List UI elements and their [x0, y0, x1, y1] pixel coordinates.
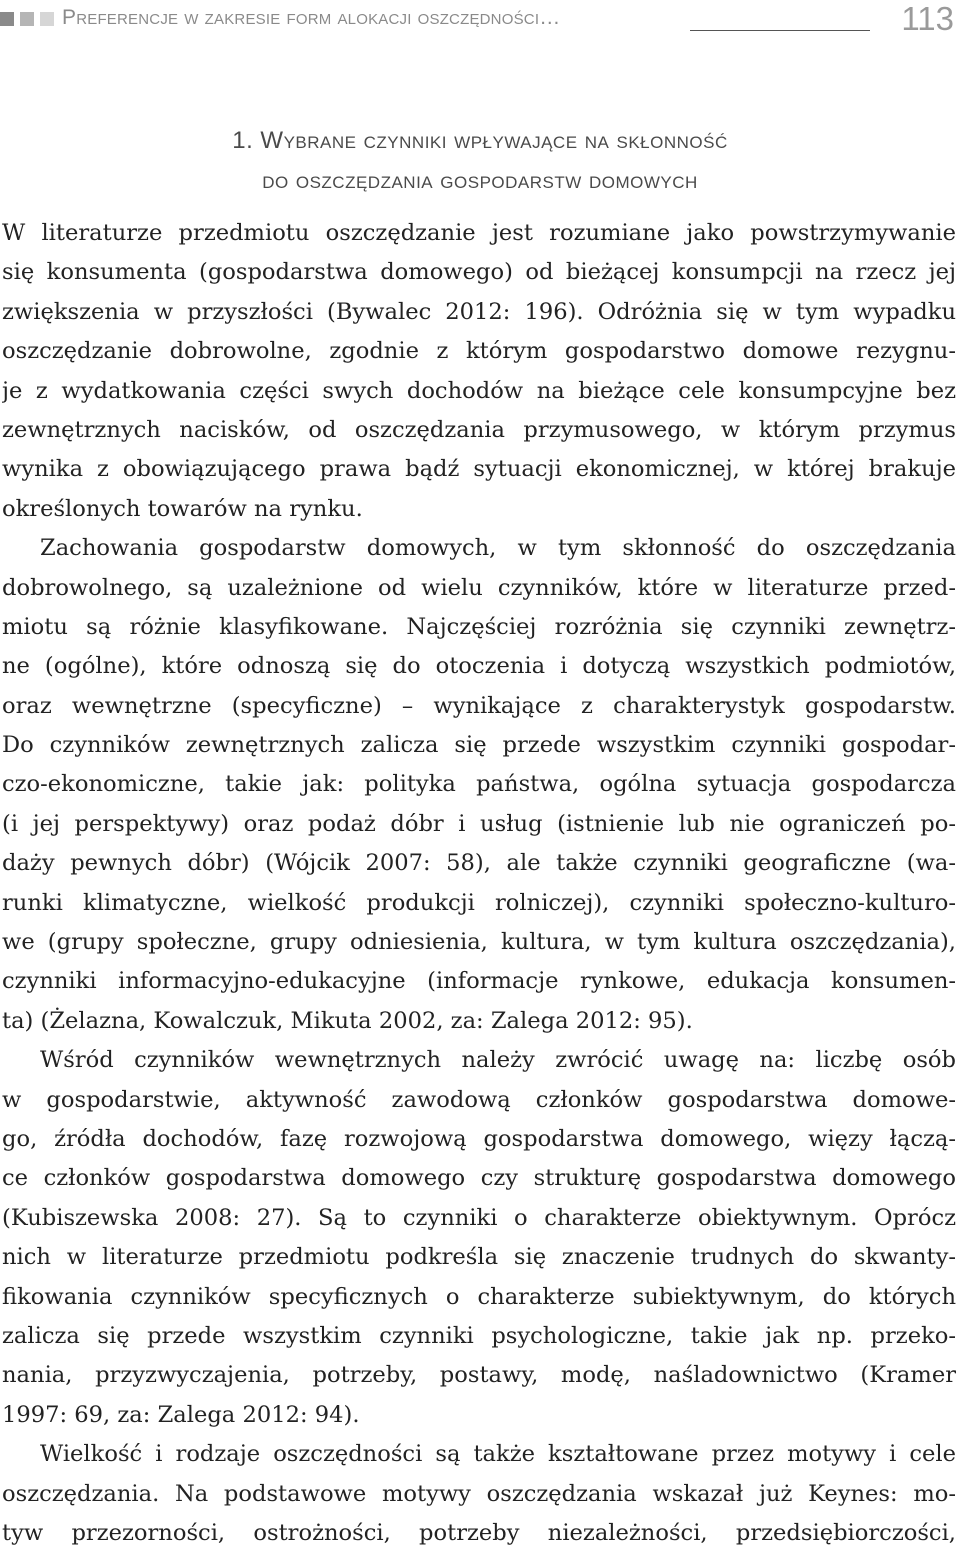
text-line: zewnętrznych nacisków, od oszczędzania przymusowego, w którym przymus: [2, 416, 956, 443]
text-line: (Kubiszewska 2008: 27). Są to czynniki o charakterze obiektywnym. Oprócz: [2, 1204, 956, 1231]
text-line: ta) (Żelazna, Kowalczuk, Mikuta 2002, za: Zalega 2012: 95).: [2, 1007, 693, 1034]
text-line: Wielkość i rodzaje oszczędności są także kształtowane przez motywy i cele: [40, 1441, 956, 1468]
text-line: tyw przezorności, ostrożności, potrzeby niezależności, przedsiębiorczości,: [2, 1519, 956, 1546]
text-line: runki klimatyczne, wielkość produkcji rolniczej), czynniki społeczno-kulturo-: [2, 889, 956, 916]
body-text: [2, 214, 956, 1553]
text-line: fikowania czynników specyficznych o charakterze subiektywnym, do których: [2, 1283, 956, 1310]
text-line: we (grupy społeczne, grupy odniesienia, kultura, w tym kultura oszczędzania),: [2, 929, 956, 956]
text-line: wynika z obowiązującego prawa bądź sytuacji ekonomicznej, w której brakuje: [2, 456, 956, 483]
running-head: Preferencje w zakresie form alokacji oszczędności…: [62, 6, 561, 29]
text-line: nania, przyzwyczajenia, potrzeby, postawy, modę, naśladownictwo (Kramer: [2, 1362, 956, 1389]
text-line: oraz wewnętrzne (specyficzne) – wynikające z charakterystyk gospodarstw.: [2, 692, 956, 719]
text-line: Zachowania gospodarstw domowych, w tym skłonność do oszczędzania: [40, 535, 956, 562]
text-line: czo-ekonomiczne, takie jak: polityka państwa, ogólna sytuacja gospodarcza: [2, 771, 956, 798]
section-title-line-2: do oszczędzania gospodarstw domowych: [262, 167, 698, 194]
header-square-medium: [20, 12, 34, 26]
text-line: go, źródła dochodów, fazę rozwojową gospodarstwa domowego, więzy łączą-: [2, 1125, 956, 1152]
text-line: zwiększenia w przyszłości (Bywalec 2012: 196). Odróżnia się w tym wypadku: [2, 298, 956, 325]
text-line: określonych towarów na rynku.: [2, 495, 363, 522]
text-line: (i jej perspektywy) oraz podaż dóbr i usług (istnienie lub nie ograniczeń po-: [2, 810, 956, 837]
text-line: 1997: 69, za: Zalega 2012: 94).: [2, 1401, 360, 1428]
text-line: zalicza się przede wszystkim czynniki psychologiczne, takie jak np. przeko-: [2, 1322, 956, 1349]
text-line: ne (ogólne), które odnoszą się do otoczenia i dotyczą wszystkich podmiotów,: [2, 653, 956, 680]
text-line: Wśród czynników wewnętrznych należy zwrócić uwagę na: liczbę osób: [40, 1047, 956, 1074]
section-title-line-1: 1. Wybrane czynniki wpływające na skłonność: [232, 127, 728, 154]
text-line: oszczędzania. Na podstawowe motywy oszczędzania wskazał już Keynes: mo-: [2, 1480, 956, 1507]
text-line: się konsumenta (gospodarstwa domowego) od bieżącej konsumpcji na rzecz jej: [2, 259, 956, 286]
text-line: W literaturze przedmiotu oszczędzanie jest rozumiane jako powstrzymywanie: [2, 220, 956, 246]
text-line: miotu są różnie klasyfikowane. Najczęściej rozróżnia się czynniki zewnętrz-: [2, 613, 956, 640]
text-line: oszczędzanie dobrowolne, zgodnie z którym gospodarstwo domowe rezygnu-: [2, 338, 956, 365]
header-square-dark: [0, 12, 14, 26]
text-line: daży pewnych dóbr) (Wójcik 2007: 58), ale także czynniki geograficzne (wa-: [2, 850, 956, 877]
text-line: w gospodarstwie, aktywność zawodową członków gospodarstwa domowe-: [2, 1086, 956, 1113]
text-line: Do czynników zewnętrznych zalicza się przede wszystkim czynniki gospodar-: [2, 732, 956, 759]
text-line: nich w literaturze przedmiotu podkreśla się znaczenie trudnych do skwanty-: [2, 1244, 956, 1271]
text-line: dobrowolnego, są uzależnione od wielu czynników, które w literaturze przed-: [2, 574, 956, 601]
page-header: [0, 0, 960, 44]
text-line: je z wydatkowania części swych dochodów na bieżące cele konsumpcyjne bez: [2, 377, 956, 404]
header-square-light: [40, 12, 54, 26]
text-line: ce członków gospodarstwa domowego czy strukturę gospodarstwa domowego: [2, 1165, 956, 1192]
page-number: 113: [901, 0, 954, 37]
header-rule: [690, 30, 870, 31]
text-line: czynniki informacyjno-edukacyjne (informacje rynkowe, edukacja konsumen-: [2, 968, 956, 995]
section-title: [0, 121, 960, 201]
